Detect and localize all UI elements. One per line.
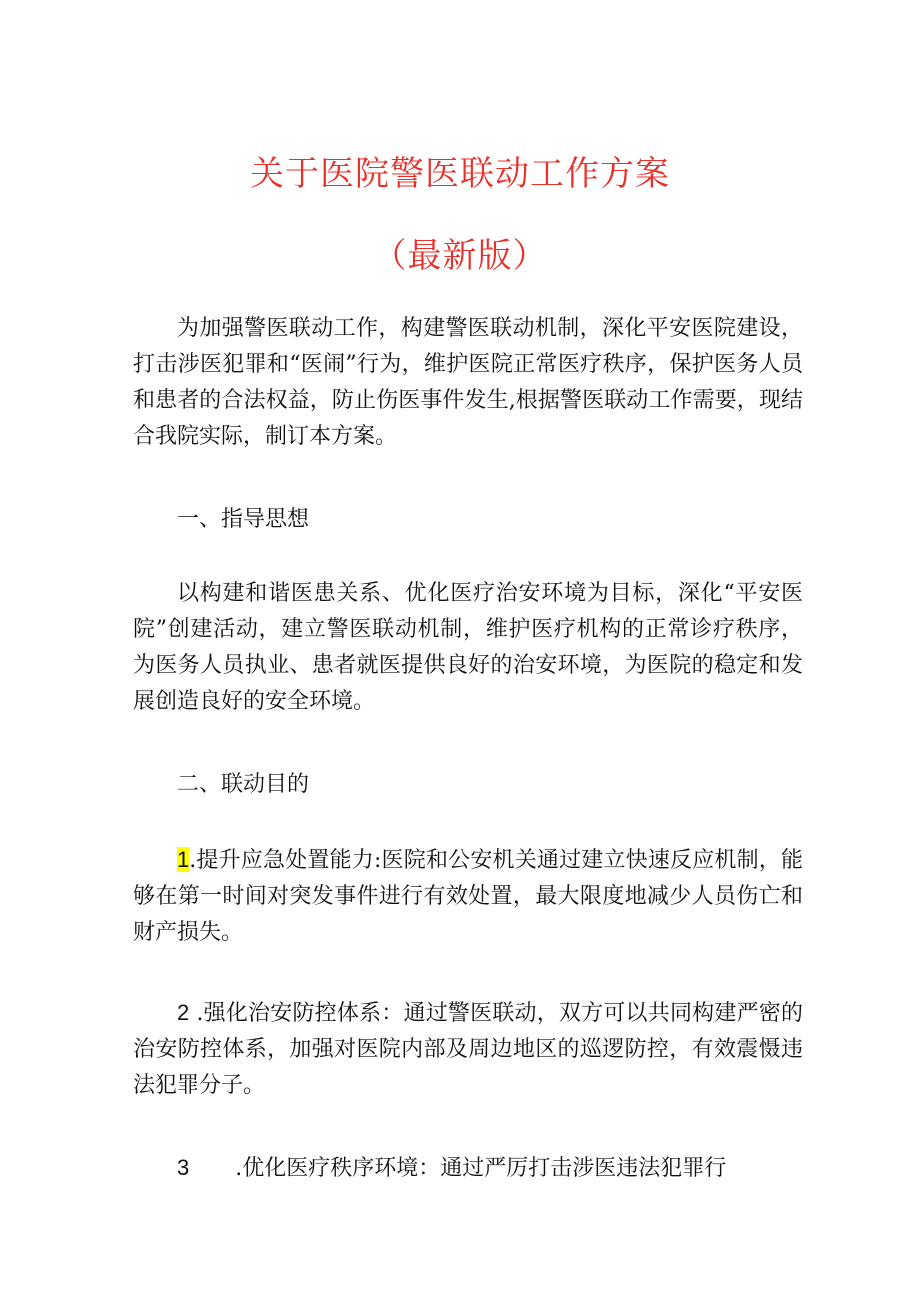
item-text: .优化医疗秩序环境：通过严厉打击涉医违法犯罪行 xyxy=(235,1156,727,1181)
list-item xyxy=(133,995,803,1104)
item-number: 2 xyxy=(177,1000,190,1025)
item-text: .提升应急处置能力:医院和公安机关通过建立快速反应机制，能够在第一时间对突发事件进行有效处置，最大限度地减少人员伤亡和财产损失。 xyxy=(133,848,803,945)
item-number: 3 xyxy=(177,1155,190,1180)
section-heading-guiding-thought: 一、指导思想 xyxy=(177,507,310,532)
list-item xyxy=(133,842,803,951)
section-heading-linkage-purpose: 二、联动目的 xyxy=(177,772,310,797)
document-title: 关于医院警医联动工作方案 xyxy=(250,154,670,194)
document-subtitle: （最新版） xyxy=(372,236,548,276)
list-item xyxy=(133,1150,803,1187)
item-text: .强化治安防控体系：通过警医联动，双方可以共同构建严密的治安防控体系，加强对医院内部及周边地区的巡逻防控，有效震慑违法犯罪分子。 xyxy=(133,1001,803,1098)
item-number-highlighted: 1 xyxy=(177,847,190,872)
guiding-thought-paragraph: 以构建和谐医患关系、优化医疗治安环境为目标，深化“平安医院”创建活动，建立警医联动机制，维护医疗机构的正常诊疗秩序，为医务人员执业、患者就医提供良好的治安环境，为医院的稳定和发展创造良好的安全环境。 xyxy=(133,581,803,714)
intro-paragraph: 为加强警医联动工作，构建警医联动机制，深化平安医院建设，打击涉医犯罪和“医闹”行为，维护医院正常医疗秩序，保护医务人员和患者的合法权益，防止伤医事件发生,根据警医联动工作需要，现结合我院实际，制订本方案。 xyxy=(133,316,803,449)
